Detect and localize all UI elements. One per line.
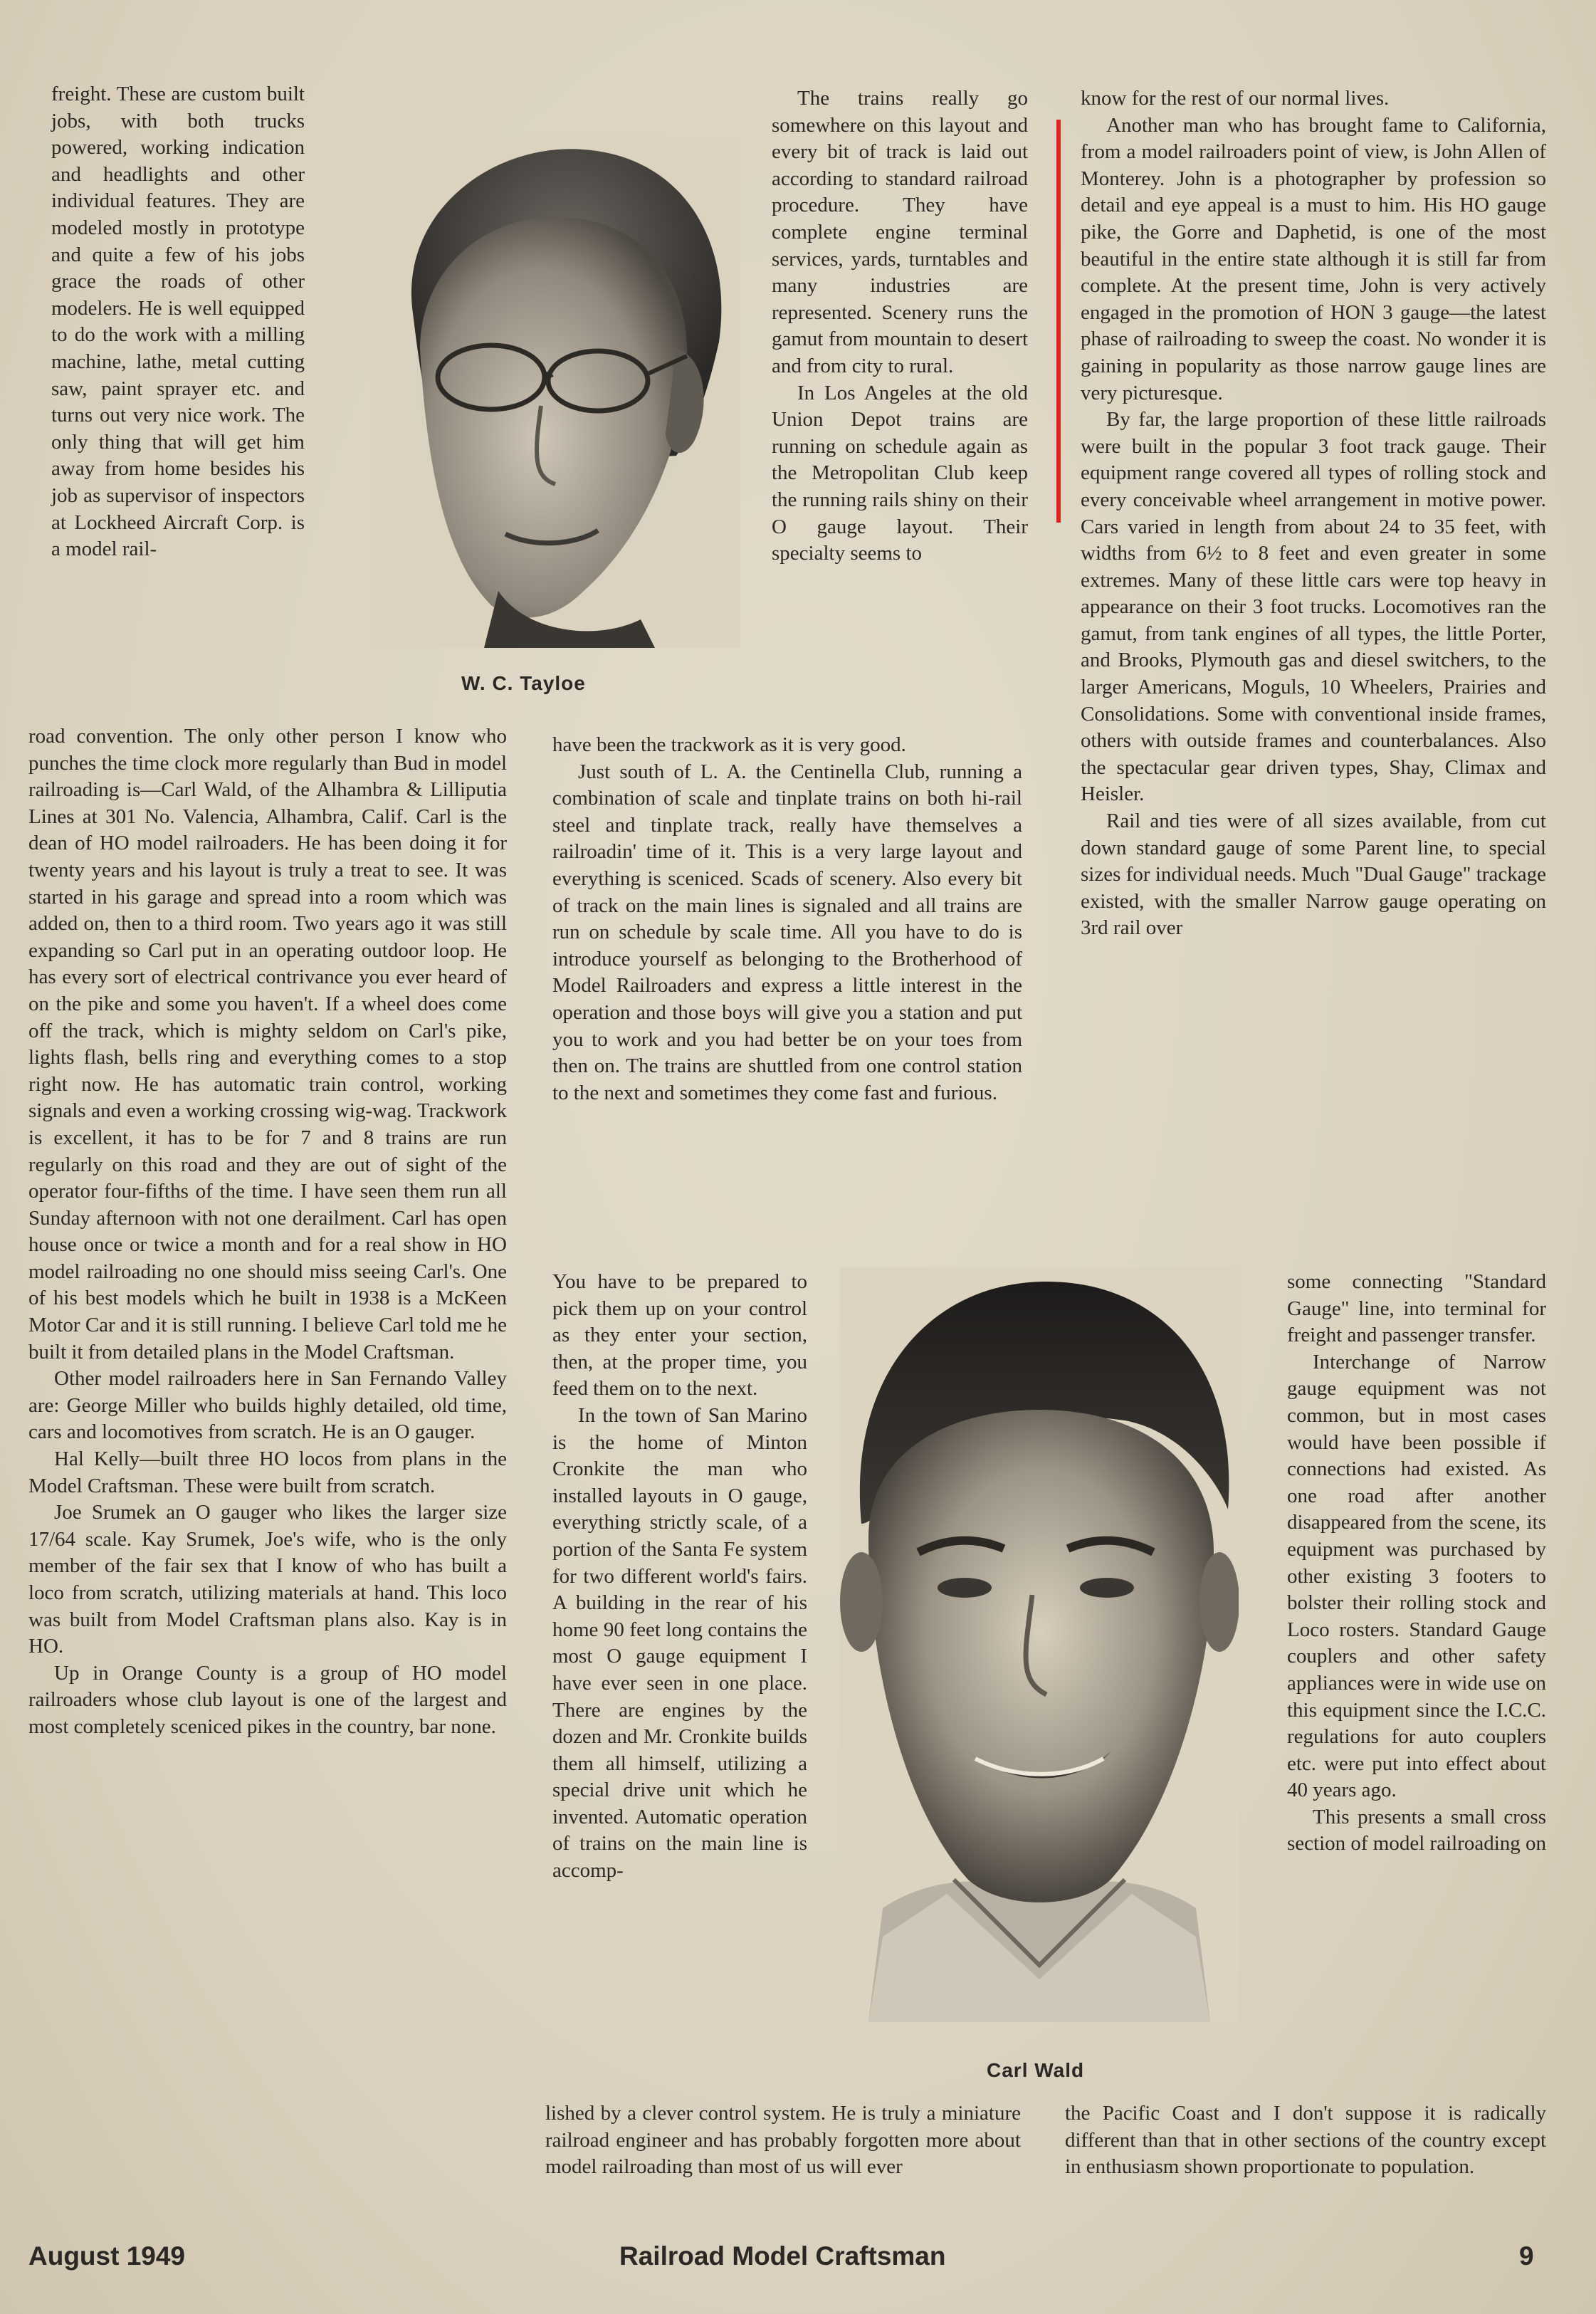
col3-narrow-text [1287, 1269, 1546, 1858]
col3-bottom-text [1065, 2100, 1546, 2181]
col2-wide-text [552, 732, 1022, 1106]
photo-wald [840, 1267, 1239, 2022]
caption-tayloe: W. C. Tayloe [461, 672, 586, 694]
col1-paragraph-carl-wald: road convention. The only other person I know who punches the time clock more regularly than Bud in model railroading is—Carl Wald, of the Alhambra & Lilliputia Lines at 301 No. Valencia, Alhambra, Calif. Carl is the dean of HO model railroaders. He has been doing it for twenty years and his layout is truly a treat to see. It was started in his garage and spread into a room which was added on, then to a third room. Two years ago it was still expanding so Carl put in an operating outdoor loop. He has every sort of electrical contrivance you ever heard of on the pike and some you haven't. If a wheel does come off the track, which is mighty seldom on Carl's pike, lights flash, bells ring and everything comes to a stop right now. He has automatic train control, working signals and even a working crossing wig-wag. Trackwork is excellent, it has to be for 7 and 8 trains are run regularly on this road and they are out of sight of the operator four-fifths of the time. I have seen them run all Sunday afternoon with not one derailment. Carl has open house once or twice a month and for a real show in HO model railroading no one should miss seeing Carl's. One of his best models which he built in 1938 is a McKeen Motor Car and it is still running. I believe Carl told me he built it from detailed plans in the Model Craftsman. [28, 725, 507, 1363]
col2-paragraph-san-marino: In the town of San Marino is the home of Minton Cronkite the man who installed layouts in O gauge, everything strictly scale, of a portion of the Santa Fe system for two different world's fairs. A building in the rear of his home 90 feet long contains the most O gauge equipment I have ever seen in one place. There are engines by the dozen and Mr. Cronkite builds them all himself, utilizing a special drive unit which he invented. Automatic operation of trains on the main line is accomp- [552, 1403, 807, 1883]
footer-page-number: 9 [1519, 2241, 1534, 2271]
portrait-tayloe-image [370, 135, 740, 648]
footer-date: August 1949 [28, 2241, 186, 2271]
col1-paragraph-srumek: Joe Srumek an O gauger who likes the larger size 17/64 scale. Kay Srumek, Joe's wife, who is the only member of the fair sex that I know of who has built a loco from scratch, utilizing materials at hand. This loco was built from Model Craftsman plans also. Kay is in HO. [28, 1501, 507, 1658]
col2-paragraph-trackwork: have been the trackwork as it is very good. [552, 733, 906, 756]
col2-top-text [772, 85, 1028, 567]
photo-tayloe [370, 135, 740, 648]
col1-paragraph-hal-kelly: Hal Kelly—built three HO locos from plans in the Model Craftsman. These were built from scratch. [28, 1447, 507, 1497]
col1-narrow-text [51, 81, 305, 563]
col2-paragraph-pick-up: You have to be prepared to pick them up on your control as they enter your section, then, at the proper time, you feed them on to the next. [552, 1270, 807, 1401]
col3-paragraph-john-allen: Another man who has brought fame to California, from a model railroaders point of view, is John Allen of Monterey. John is a photographer by profession so detail and eye appeal is a must to him. His HO gauge pike, the Gorre and Daphetid, is one of the most beautiful in the entire state although it is still far from complete. At the present time, John is very actively engaged in the promotion of HON 3 gauge—the latest phase of railroading to sweep the coast. No wonder it is gaining in popularity as those narrow gauge lines are very picturesque. [1081, 113, 1546, 404]
col3-paragraph-normal-lives: know for the rest of our normal lives. [1081, 87, 1390, 110]
col2-paragraph-centinella: Just south of L. A. the Centinella Club, running a combination of scale and tinplate trains on both hi-rail steel and tinplate track, really have themselves a railroadin' time of it. This is a very large layout and everything is sceniced. Scads of scenery. Also every bit of track on the main lines is signaled and all trains are run on schedule by scale time. All you have to do is introduce yourself as belonging to the Brotherhood of Model Railroaders and express a little interest in the operation and those boys will give you a station and put you to work and you had better be on your toes from then on. The trains are shuttled from one control station to the next and sometimes they come fast and furious. [552, 760, 1022, 1104]
col3-paragraph-presents: This presents a small cross section of model railroading on [1287, 1805, 1547, 1855]
col3-paragraph-interchange: Interchange of Narrow gauge equipment was not common, but in most cases would have been possible if connections had existed. As one road after another disappeared from the scene, its equipment was purchased by other existing 3 footers to bolster their rolling stock and Loco rosters. Standard Gauge couplers and other safety appliances were in wide use on this equipment since the I.C.C. regulations for auto couplers etc. were put into effect about 40 years ago. [1287, 1350, 1546, 1802]
col2-paragraph-control-system: lished by a clever control system. He is truly a miniature railroad engineer and has probably forgotten more about model railroading than most of us will ever [545, 2102, 1021, 2179]
col3-paragraph-pacific-coast: the Pacific Coast and I don't suppose it is radically different than that in other sections of the country except in enthusiasm shown proportionate to population. [1065, 2102, 1546, 2179]
footer-magazine-title: Railroad Model Craftsman [619, 2241, 946, 2271]
col1-wide-text [28, 723, 507, 1741]
portrait-wald-image [840, 1267, 1239, 2022]
col1-narrow-paragraph: freight. These are custom built jobs, with both trucks powered, working indication and headlights and other individual features. They are modeled mostly in prototype and quite a few of his jobs grace the roads of other modelers. He is well equipped to do the work with a milling machine, lathe, metal cutting saw, paint sprayer etc. and turns out very nice work. The only thing that will get him away from home besides his job as supervisor of inspectors at Lockheed Aircraft Corp. is a model rail- [51, 83, 305, 561]
col1-paragraph-orange-county: Up in Orange County is a group of HO model railroaders whose club layout is one of the largest and most completely sceniced pikes in the country, bar none. [28, 1661, 507, 1738]
col3-paragraph-rail-ties: Rail and ties were of all sizes available, from cut down standard gauge of some Parent line, to special sizes for individual needs. Much "Dual Gauge" trackage existed, with the smaller Narrow gauge operating on 3rd rail over [1081, 810, 1546, 940]
col2-paragraph-los-angeles: In Los Angeles at the old Union Depot trains are running on schedule again as the Metropolitan Club keep the running rails shiny on their O gauge layout. Their specialty seems to [772, 381, 1028, 565]
caption-wald: Carl Wald [987, 2059, 1085, 2081]
col2-narrow-text [552, 1269, 807, 1885]
col3-top-text [1081, 85, 1546, 942]
col3-paragraph-connecting: some connecting "Standard Gauge" line, into terminal for freight and passenger transfer. [1287, 1270, 1546, 1347]
col1-paragraph-san-fernando: Other model railroaders here in San Fernando Valley are: George Miller who builds highly detailed, old time, cars and locomotives from scratch. He is an O gauger. [28, 1367, 507, 1444]
col3-paragraph-by-far: By far, the large proportion of these little railroads were built in the popular 3 foot track gauge. Their equipment range covered all types of rolling stock and every conceivable wheel arrangement in motive power. Cars varied in length from about 24 to 35 feet, with widths from 6½ to 8 feet and even greater in some extremes. Many of these little cars were top heavy in appearance on their 3 foot trucks. Locomotives ran the gamut, from tank engines of all types, the little Porter, and Brooks, Plymouth gas and diesel switchers, to the larger Americans, Moguls, 10 Wheelers, Prairies and Consolidations. Some with conventional inside frames, others with outside frames and counterbalances. Also the spectacular gear driven types, Shay, Climax and Heisler. [1081, 408, 1546, 806]
red-margin-bar [1056, 120, 1061, 523]
col2-bottom-text [545, 2100, 1021, 2181]
col2-paragraph-trains: The trains really go somewhere on this layout and every bit of track is laid out according to standard railroad procedure. They have complete engine terminal services, yards, turntables and many industries are represented. Scenery runs the gamut from mountain to desert and from city to rural. [772, 87, 1028, 377]
